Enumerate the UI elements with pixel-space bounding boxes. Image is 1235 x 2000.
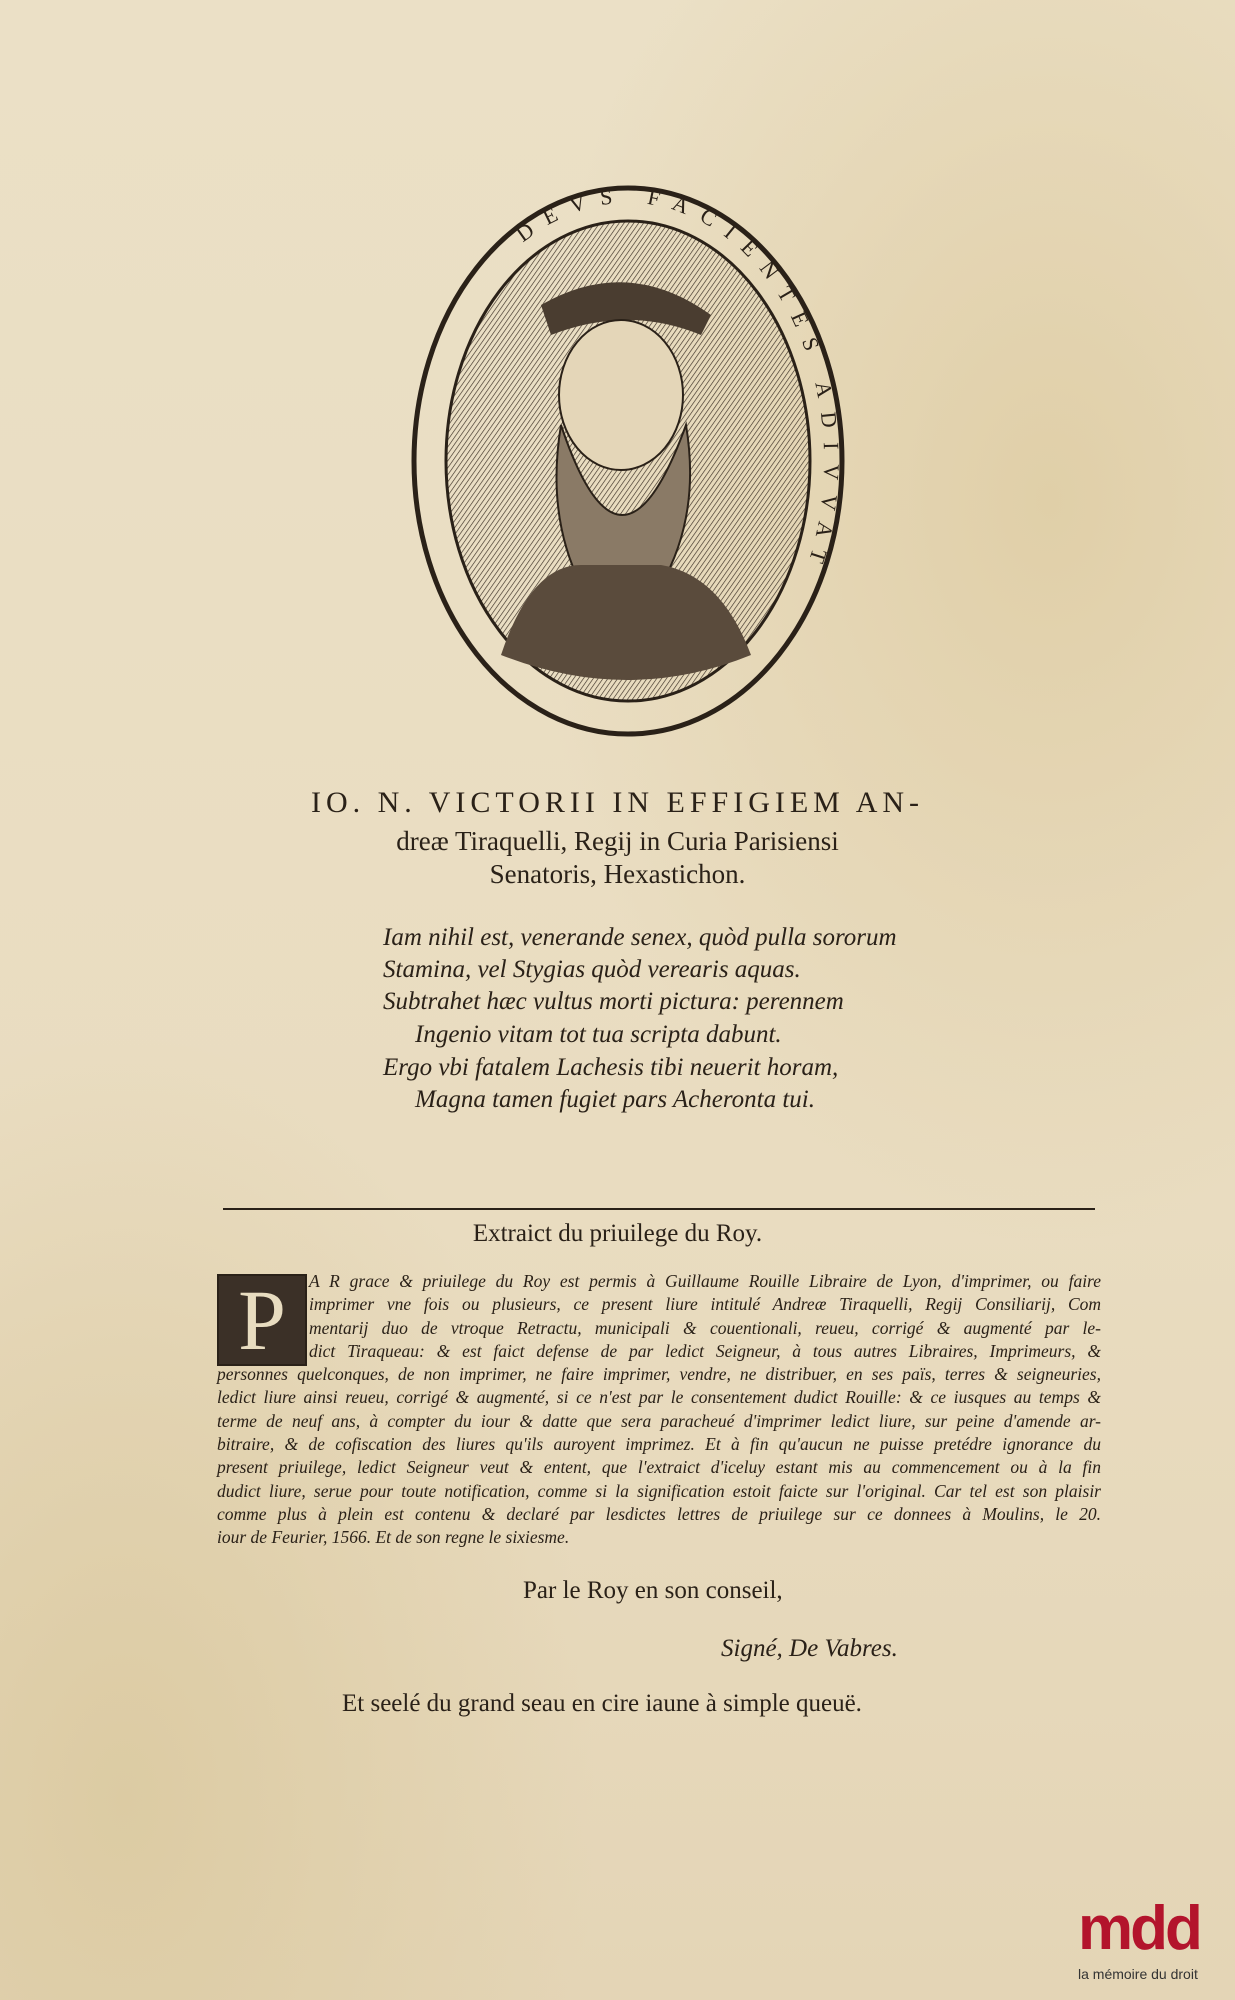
privilege-line: imprimer vne fois ou plusieurs, ce present liure intitulé Andreæ Tiraquelli, Regij Consiliarij, Com	[309, 1294, 1101, 1315]
engraved-portrait	[411, 185, 845, 737]
by-king-line: Par le Roy en son conseil,	[523, 1577, 783, 1604]
privilege-title: Extraict du priuilege du Roy.	[472, 1220, 763, 1247]
privilege-line: comme plus à plein est contenu & declaré par lesdictes lettres de priuilege sur ce donnees à Moulins, le 20.	[217, 1503, 1101, 1524]
signature-line: Signé, De Vabres.	[721, 1635, 898, 1662]
privilege-line: personnes quelconques, de non imprimer, ne faire imprimer, vendre, ne distribuer, en ses païs, terres & seigneuries,	[217, 1364, 1101, 1385]
poem-line: Subtrahet hæc vultus morti pictura: perennem	[383, 988, 844, 1015]
decorated-initial: P	[217, 1274, 307, 1366]
divider-rule	[223, 1208, 1095, 1210]
seal-line: Et seelé du grand seau en cire iaune à simple queuë.	[342, 1690, 862, 1717]
privilege-line: present priuilege, ledict Seigneur veut & entent, que l'extraict d'iceluy estant mis au commencement ou à la fin	[217, 1457, 1101, 1478]
logo-tagline: la mémoire du droit	[1078, 1966, 1198, 1982]
privilege-line: terme de neuf ans, à compter du iour & datte que sera paracheué d'imprimer ledict liure, sur peine d'amende ar-	[217, 1410, 1101, 1431]
privilege-line: iour de Feurier, 1566. Et de son regne le sixiesme.	[217, 1527, 570, 1548]
logo-mark: mdd	[1078, 1894, 1200, 1963]
privilege-line: dict Tiraqueau: & est faict defense de par ledict Seigneur, à tous autres Libraires, Imprimeurs, &	[309, 1340, 1101, 1361]
poem-line: Ingenio vitam tot tua scripta dabunt.	[415, 1021, 782, 1048]
poem-line: Ergo vbi fatalem Lachesis tibi neuerit horam,	[383, 1054, 839, 1081]
heading-line-1: IO. N. VICTORII IN EFFIGIEM AN-	[310, 786, 925, 819]
privilege-text	[217, 1270, 1101, 1550]
privilege-line: A R grace & priuilege du Roy est permis à Guillaume Rouille Libraire de Lyon, d'imprimer, ou faire	[309, 1271, 1101, 1291]
poem-line: Stamina, vel Stygias quòd verearis aquas.	[383, 956, 801, 983]
mdd-logo	[1078, 1894, 1233, 1993]
heading-line-3: Senatoris, Hexastichon.	[489, 859, 746, 889]
privilege-line: ledict liure ainsi reueu, corrigé & augmenté, si ce n'est par le consentement dudict Rouille: & ce iusques au temps &	[217, 1387, 1101, 1408]
privilege-line: bitraire, & de cofiscation des liures qu'ils auroyent imprimez. Et à fin qu'aucun ne puisse pretédre ignorance du	[217, 1434, 1101, 1455]
poem-line: Iam nihil est, venerande senex, quòd pulla sororum	[383, 924, 897, 951]
privilege-line: mentarij duo de vtroque Retractu, municipali & couentionali, reueu, corrigé & augmenté par le-	[309, 1317, 1101, 1338]
portrait-legend: DEVS FACIENTES ADIVVAT	[511, 185, 845, 580]
heading-line-2: dreæ Tiraquelli, Regij in Curia Parisiensi	[396, 826, 839, 856]
poem-line: Magna tamen fugiet pars Acheronta tui.	[415, 1086, 815, 1113]
privilege-line: dudict liure, serue pour toute notification, comme si la signification estoit faicte sur l'original. Car tel est son plaisir	[217, 1480, 1101, 1501]
